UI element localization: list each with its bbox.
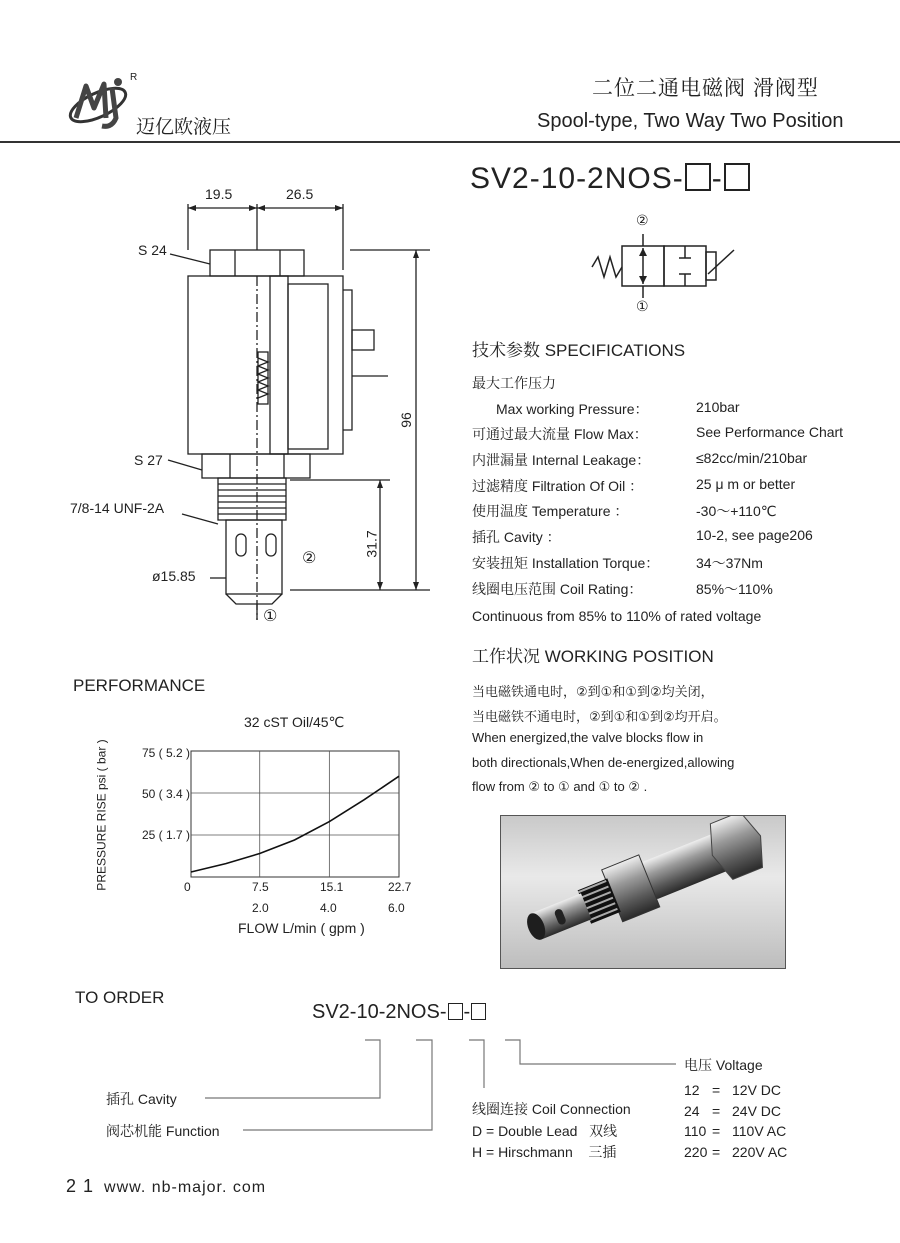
working-title: 工作状况 WORKING POSITION <box>472 647 714 666</box>
x-tick-15-1: 15.1 <box>320 880 344 894</box>
y-tick-75: 75 ( 5.2 ) <box>142 746 191 760</box>
spec-row <box>472 373 872 399</box>
specs-note: Continuous from 85% to 110% of rated voltage <box>472 608 762 625</box>
y-tick-25: 25 ( 1.7 ) <box>142 828 191 842</box>
performance-heading: PERFORMANCE <box>73 676 206 695</box>
order-code-prefix: SV2-10-2NOS- <box>312 1001 447 1023</box>
height-96: 96 <box>397 412 414 428</box>
voltage-option <box>684 1123 864 1144</box>
spec-label: 可通过最大流量 Flow Max： <box>472 426 648 443</box>
voltage-value: 12V DC <box>732 1082 782 1098</box>
spec-value: 85%～110% <box>696 580 773 597</box>
model-option-box <box>685 163 711 191</box>
valve-symbol-graphic <box>590 212 740 316</box>
x-tick-0: 0 <box>184 880 191 894</box>
voltage-title: 电压 Voltage <box>684 1057 763 1073</box>
coil-option-d: D = Double Lead 双线 <box>472 1123 618 1139</box>
x-tick-22-7: 22.7 <box>388 880 412 894</box>
chart-x-label: FLOW L/min ( gpm ) <box>238 920 365 936</box>
valve-photo-illustration <box>501 816 785 968</box>
order-option-box <box>448 1003 463 1020</box>
order-code <box>312 1001 487 1024</box>
x-tick-7-5: 7.5 <box>252 880 269 894</box>
header-rule <box>0 141 900 143</box>
spec-label: 过滤精度 Filtration Of Oil ： <box>472 477 644 494</box>
working-line: flow from ② to ① and ① to ② . <box>472 779 648 794</box>
header <box>0 0 900 145</box>
specs-title: 技术参数 SPECIFICATIONS <box>472 341 686 360</box>
x-tick-gpm-4: 4.0 <box>320 901 337 915</box>
technical-drawing <box>60 180 460 630</box>
voltage-eq: = <box>712 1102 721 1119</box>
specs-table <box>472 373 872 604</box>
voltage-list <box>684 1082 864 1164</box>
spec-value: 25 μ m or better <box>696 475 796 492</box>
spec-label: 线圈电压范围 Coil Rating： <box>472 580 643 597</box>
working-line: When energized,the valve blocks flow in <box>472 730 704 745</box>
registered-mark: R <box>130 72 138 83</box>
spec-value: 210bar <box>696 398 740 415</box>
spec-label: 最大工作压力 <box>472 375 556 391</box>
model-title <box>470 162 751 196</box>
voltage-code: 110 <box>684 1123 707 1139</box>
thread-spec: 7/8-14 UNF-2A <box>70 500 165 516</box>
diameter: ø15.85 <box>152 568 196 584</box>
spec-value: -30～+110℃ <box>696 503 777 520</box>
voltage-eq: = <box>712 1143 721 1160</box>
coil-connection-title: 线圈连接 Coil Connection <box>472 1101 631 1117</box>
voltage-option <box>684 1144 864 1165</box>
product-photo <box>500 815 786 969</box>
hex-top-size: S 24 <box>138 242 167 258</box>
voltage-option <box>684 1103 864 1124</box>
spec-row <box>472 553 872 579</box>
voltage-code: 24 <box>684 1102 700 1119</box>
working-line: 当电磁铁通电时，②到①和①到②均关闭， <box>472 684 714 699</box>
spec-label: 使用温度 Temperature ： <box>472 503 629 520</box>
model-sep: - <box>711 162 723 195</box>
chart-frame <box>191 751 399 877</box>
working-line: both directionals,When de-energized,allowing <box>472 754 735 770</box>
working-position <box>472 642 872 804</box>
dim-19-5: 19.5 <box>205 186 233 202</box>
series-line <box>191 776 399 872</box>
footer <box>66 1176 266 1197</box>
spec-row <box>472 476 872 502</box>
title-chinese: 二位二通电磁阀 滑阀型 <box>592 77 819 100</box>
spec-label: 内泄漏量 Internal Leakage： <box>472 452 651 469</box>
voltage-value: 24V DC <box>732 1102 782 1119</box>
drawing-port-1: ① <box>263 608 278 625</box>
website-url: www. nb-major. com <box>104 1179 267 1196</box>
spec-value: ≤82cc/min/210bar <box>696 450 808 467</box>
working-description <box>472 681 872 804</box>
order-heading: TO ORDER <box>75 988 165 1007</box>
hex-bottom-size: S 27 <box>134 452 163 468</box>
dim-26-5: 26.5 <box>286 186 314 202</box>
symbol-port-1: ① <box>636 298 649 314</box>
spec-value: See Performance Chart <box>696 424 844 441</box>
coil-option-h: H = Hirschmann 三插 <box>472 1144 617 1160</box>
drawing-port-2: ② <box>302 550 317 567</box>
order-option-box <box>471 1003 486 1020</box>
page-number: 2 1 <box>66 1176 95 1196</box>
x-tick-gpm-2: 2.0 <box>252 901 269 915</box>
spec-row <box>472 579 872 605</box>
spec-row <box>472 450 872 476</box>
specifications <box>472 336 872 624</box>
voltage-option <box>684 1082 864 1103</box>
symbol-port-2: ② <box>636 212 649 228</box>
order-function-label: 阀芯机能 Function <box>106 1123 220 1139</box>
height-31-7: 31.7 <box>363 530 380 558</box>
spec-row <box>472 501 872 527</box>
brand-name: 迈亿欧液压 <box>136 117 232 138</box>
spec-row <box>472 424 872 450</box>
model-prefix: SV2-10-2NOS- <box>470 162 684 195</box>
spec-row <box>472 399 872 425</box>
brand-logo <box>62 72 134 138</box>
spec-label: 插孔 Cavity ： <box>472 529 561 546</box>
hydraulic-symbol <box>590 212 740 316</box>
order-cavity-label: 插孔 Cavity <box>106 1091 177 1107</box>
voltage-value: 220V AC <box>732 1143 788 1160</box>
spec-value: 10-2, see page206 <box>696 527 813 544</box>
model-option-box <box>724 163 750 191</box>
y-tick-50: 50 ( 3.4 ) <box>142 787 191 801</box>
chart-y-label: PRESSURE RISE psi ( bar ) <box>94 739 109 891</box>
voltage-value: 110V AC <box>732 1123 787 1139</box>
chart-subtitle: 32 cST Oil/45℃ <box>244 714 345 730</box>
working-line: 当电磁铁不通电时，②到①和①到②均开启。 <box>472 708 727 724</box>
spec-label: 安装扭矩 Installation Torque： <box>472 554 660 571</box>
spec-row <box>472 527 872 553</box>
spec-label: Max working Pressure： <box>496 400 649 417</box>
x-tick-gpm-6: 6.0 <box>388 901 405 915</box>
voltage-code: 12 <box>684 1082 700 1098</box>
title-english: Spool-type, Two Way Two Position <box>537 110 844 132</box>
voltage-eq: = <box>712 1123 721 1139</box>
valve-outline-drawing <box>60 180 460 630</box>
voltage-eq: = <box>712 1082 721 1098</box>
performance-chart <box>190 750 400 878</box>
order-code-sep: - <box>463 1001 471 1023</box>
spec-value: 34～37Nm <box>696 554 763 571</box>
voltage-code: 220 <box>684 1143 708 1160</box>
